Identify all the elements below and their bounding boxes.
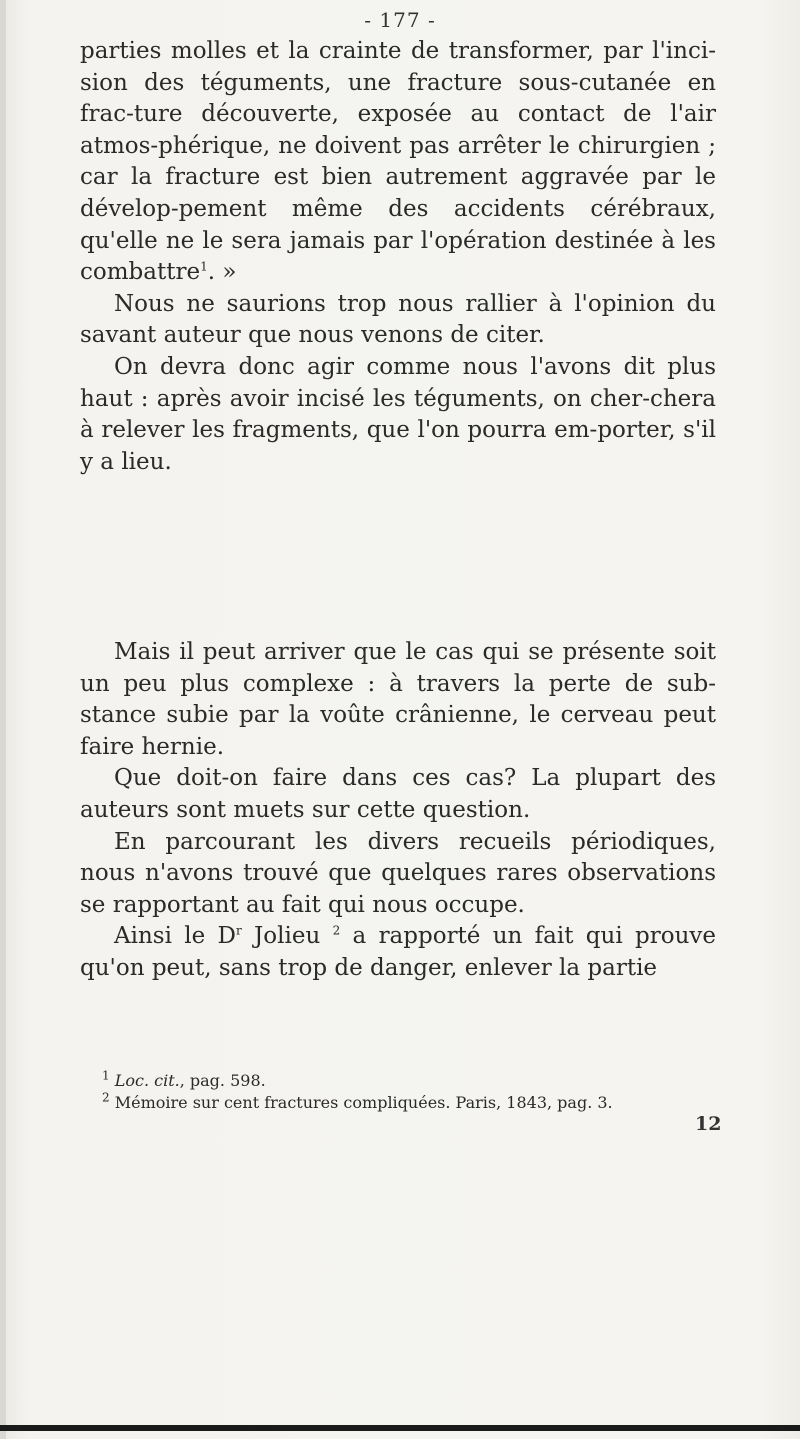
paragraph: Que doit-on faire dans ces cas? La plupart des auteurs sont muets sur cette question. bbox=[80, 765, 716, 823]
main-text-lower bbox=[80, 637, 716, 985]
paragraph-continued bbox=[80, 36, 716, 289]
main-text-upper bbox=[80, 36, 716, 478]
page-bottom-edge bbox=[0, 1425, 800, 1431]
footnote-marker: 2 bbox=[102, 1090, 110, 1105]
author-name: Jolieu bbox=[241, 923, 333, 950]
footnote bbox=[80, 1092, 716, 1114]
paragraph: En parcourant les divers recueils périodiques, nous n'avons trouvé que quelques rares observations se rapportant au fait qui nous occupe. bbox=[80, 828, 716, 918]
binding-edge bbox=[0, 0, 6, 1439]
paragraph: On devra donc agir comme nous l'avons dit plus haut : après avoir incisé les téguments, on cher-chera à relever les fragments, que l'on pourra em-porter, s'il y a lieu. bbox=[80, 353, 716, 475]
footnote-ref: 1 bbox=[200, 259, 208, 274]
paragraph-text: parties molles et la crainte de transformer, par l'inci-sion des téguments, une fracture sous-cutanée en frac-ture découverte, exposée au contact de l'air atmos-phérique, ne doivent pas arrêter le chirurgien ; car la fracture est bien autrement aggravée par le dévelop-pement même des accidents cérébraux, qu'elle ne le sera jamais par l'opération destinée à les combattre bbox=[80, 38, 716, 286]
footnote bbox=[80, 1070, 716, 1092]
footnote-marker: 1 bbox=[102, 1068, 110, 1083]
paragraph-text-end: a rapporté un fait qui prouve qu'on peut, sans trop de danger, enlever la partie bbox=[80, 923, 716, 981]
paragraph-text-end: . » bbox=[207, 259, 237, 286]
paragraph bbox=[80, 921, 716, 984]
footnote-ref: 2 bbox=[332, 923, 341, 938]
footnote-text: Mémoire sur cent fractures compliquées. Paris, 1843, pag. 3. bbox=[114, 1093, 613, 1112]
paragraph-text: Ainsi le D bbox=[114, 923, 236, 950]
footnotes bbox=[80, 1070, 716, 1114]
footnote-source: Loc. cit. bbox=[114, 1071, 180, 1090]
paragraph: Mais il peut arriver que le cas qui se présente soit un peu plus complexe : à travers la perte de sub-stance subie par la voûte crânienne, le cerveau peut faire hernie. bbox=[80, 639, 716, 760]
title-superscript: r bbox=[235, 923, 242, 938]
signature-mark: 12 bbox=[695, 1113, 722, 1135]
footnote-text: , pag. 598. bbox=[179, 1071, 266, 1090]
page-number: - 177 - bbox=[364, 8, 436, 32]
paragraph: Nous ne saurions trop nous rallier à l'opinion du savant auteur que nous venons de citer. bbox=[80, 290, 716, 349]
